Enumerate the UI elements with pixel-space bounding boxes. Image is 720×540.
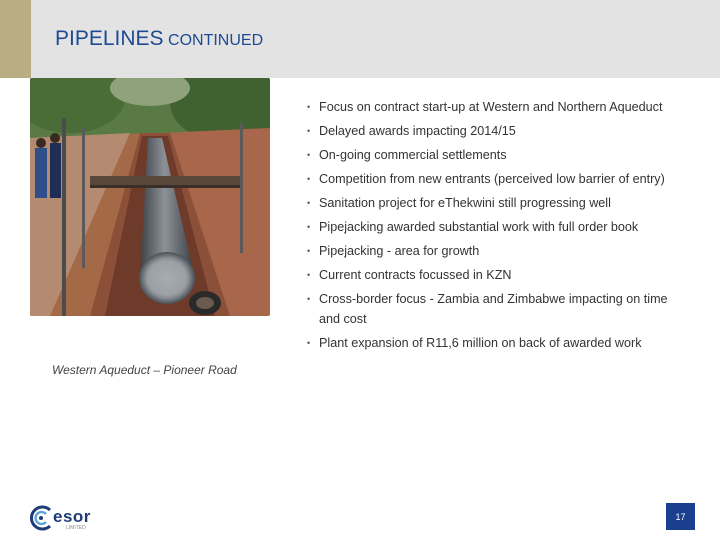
logo-wordmark: esor: [53, 507, 91, 526]
logo-subtext: LIMITED: [66, 525, 86, 531]
bullet-item: [307, 145, 692, 165]
bullet-item: [307, 333, 692, 353]
bullet-list: [307, 97, 692, 357]
title-main: PIPELINES: [55, 27, 164, 50]
page-number-badge: 17: [666, 503, 695, 530]
bullet-item: [307, 241, 692, 261]
bullet-text: On-going commercial settlements: [319, 148, 507, 162]
bullet-marker: •: [307, 126, 311, 136]
header-accent-bar: [0, 0, 31, 78]
bullet-text: Competition from new entrants (perceived low barrier of entry): [319, 172, 665, 186]
title-sub: CONTINUED: [168, 32, 264, 49]
bullet-item: [307, 97, 692, 117]
bullet-text: Pipejacking - area for growth: [319, 244, 480, 258]
bullet-text: Plant expansion of R11,6 million on back of awarded work: [319, 336, 642, 350]
bullet-item: [307, 265, 692, 285]
bullet-text: Cross-border focus - Zambia and Zimbabwe impacting on time and cost: [319, 292, 668, 326]
bullet-marker: •: [307, 222, 311, 232]
bullet-text: Pipejacking awarded substantial work with full order book: [319, 220, 639, 234]
bullet-text: Delayed awards impacting 2014/15: [319, 124, 516, 138]
bullet-marker: •: [307, 338, 311, 348]
bullet-text: Focus on contract start-up at Western and Northern Aqueduct: [319, 100, 663, 114]
pipeline-photo: [30, 78, 270, 316]
bullet-item: [307, 217, 692, 237]
bullet-marker: •: [307, 174, 311, 184]
bullet-item: [307, 193, 692, 213]
photo-caption: Western Aqueduct – Pioneer Road: [52, 363, 237, 377]
slide-title: [55, 27, 263, 51]
slide-header: [0, 0, 720, 78]
bullet-marker: •: [307, 270, 311, 280]
pipeline-photo-illustration: [30, 78, 270, 316]
logo-swirl-icon: [28, 504, 54, 532]
bullet-marker: •: [307, 294, 311, 304]
bullet-marker: •: [307, 150, 311, 160]
bullet-marker: •: [307, 198, 311, 208]
esor-logo: [28, 503, 92, 533]
bullet-text: Current contracts focussed in KZN: [319, 268, 512, 282]
bullet-text: Sanitation project for eThekwini still progressing well: [319, 196, 611, 210]
bullet-item: [307, 289, 692, 329]
bullet-marker: •: [307, 246, 311, 256]
bullet-item: [307, 121, 692, 141]
bullet-marker: •: [307, 102, 311, 112]
bullet-item: [307, 169, 692, 189]
